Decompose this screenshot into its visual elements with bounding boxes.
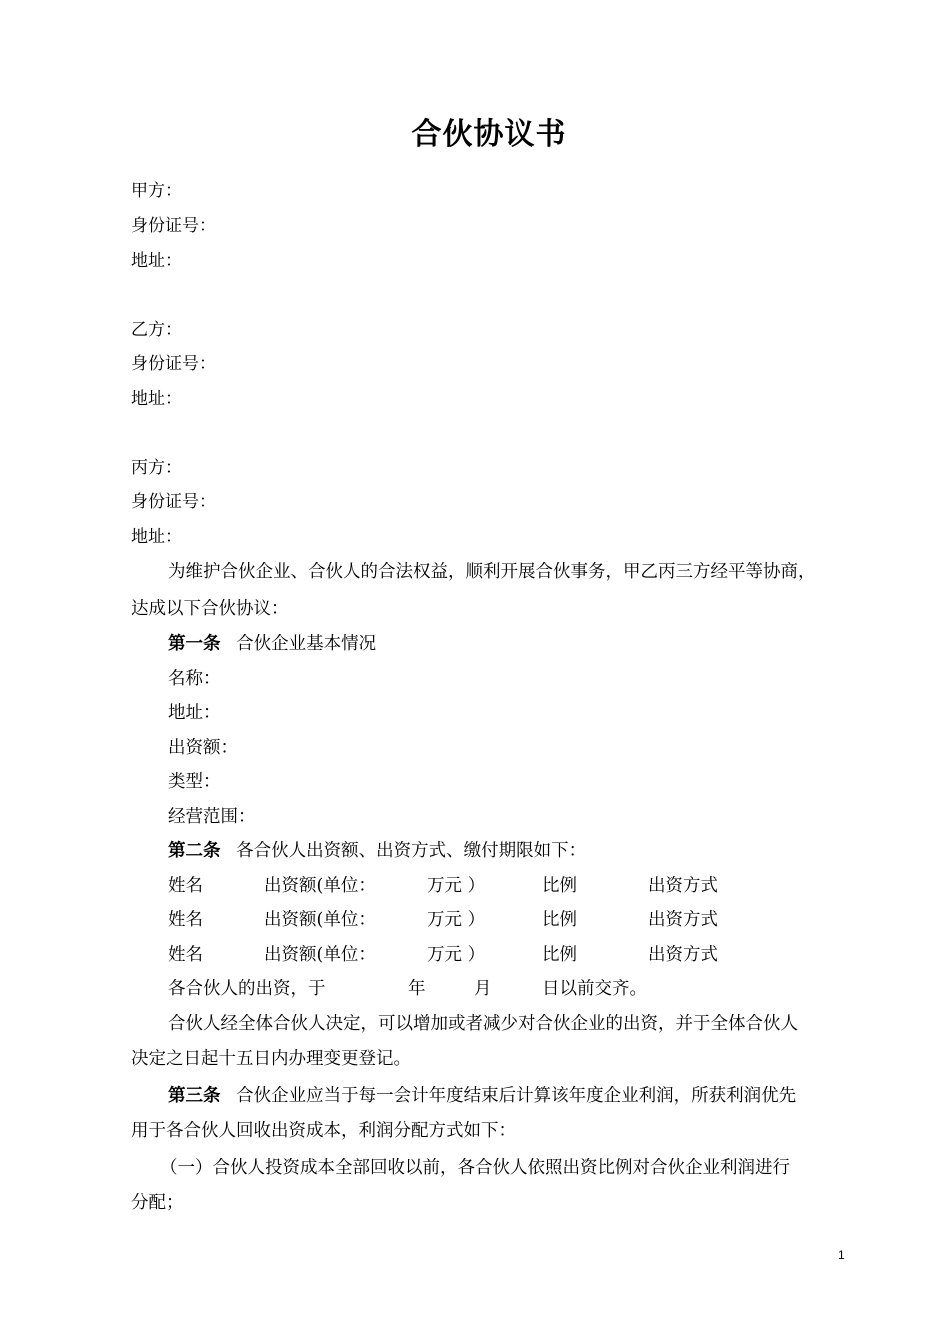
article-2-title: 各合伙人出资额、出资方式、缴付期限如下： [236,841,587,861]
article-3-text: 合伙企业应当于每一会计年度结束后计算该年度企业利润，所获利润优先 [236,1086,797,1106]
party-c-label: 丙方： [131,458,182,478]
row-name-label: 姓名 [168,945,203,965]
row-ratio-label: 比例 [542,876,577,896]
row-method-label: 出资方式 [648,945,718,965]
article-1-type-field: 类型： [168,772,221,792]
capital-change-line-1: 合伙人经全体合伙人决定，可以增加或者减少对合伙企业的出资，并于全体合伙人 [168,1014,798,1034]
row-unit-label: 万元 ） [427,876,486,896]
row-method-label: 出资方式 [648,876,718,896]
party-b-id-label: 身份证号： [131,354,216,374]
article-1-scope-field: 经营范围： [168,807,256,827]
capital-change-line-2: 决定之日起十五日内办理变更登记。 [131,1049,411,1069]
deadline-year: 年 [408,979,426,999]
row-method-label: 出资方式 [648,910,718,930]
article-3-line-1 [168,1083,796,1109]
deadline-prefix: 各合伙人的出资，于 [168,979,326,999]
article-2-number: 第二条 [168,841,221,861]
article-3-number: 第三条 [168,1086,221,1106]
party-c-address-label: 地址： [131,527,182,547]
row-ratio-label: 比例 [542,945,577,965]
article-2-heading-line [168,838,586,864]
article-1-capital-field: 出资额： [168,738,238,758]
party-b-label: 乙方： [131,320,182,340]
row-name-label: 姓名 [168,876,203,896]
article-1-heading-line [168,631,376,657]
deadline-day-suffix: 日以前交齐。 [542,979,647,999]
party-a-address-label: 地址： [131,251,182,271]
document-title: 合伙协议书 [411,117,567,152]
row-amount-label: 出资额(单位： [264,910,376,930]
row-name-label: 姓名 [168,910,203,930]
deadline-month: 月 [474,979,492,999]
preamble-line-1: 为维护合伙企业、合伙人的合法权益，顺利开展合伙事务，甲乙丙三方经平等协商， [168,562,816,582]
article-1-number: 第一条 [168,634,221,654]
party-a-label: 甲方： [131,181,182,201]
article-3-line-2: 用于各合伙人回收出资成本，利润分配方式如下： [131,1121,516,1141]
party-c-id-label: 身份证号： [131,492,216,512]
page-number: 1 [838,1248,845,1262]
party-b-address-label: 地址： [131,389,182,409]
article-1-address-field: 地址： [168,703,221,723]
row-unit-label: 万元 ） [427,910,486,930]
row-ratio-label: 比例 [542,910,577,930]
preamble-line-2: 达成以下合伙协议： [131,599,289,619]
row-amount-label: 出资额(单位： [264,945,376,965]
article-3-item-1-line-1: （一）合伙人投资成本全部回收以前，各合伙人依照出资比例对合伙企业利润进行 [160,1158,790,1178]
article-3-item-1-line-2: 分配； [131,1193,184,1213]
party-a-id-label: 身份证号： [131,216,216,236]
article-1-title: 合伙企业基本情况 [236,634,377,654]
row-amount-label: 出资额(单位： [264,876,376,896]
row-unit-label: 万元 ） [427,945,486,965]
article-1-name-field: 名称： [168,669,221,689]
